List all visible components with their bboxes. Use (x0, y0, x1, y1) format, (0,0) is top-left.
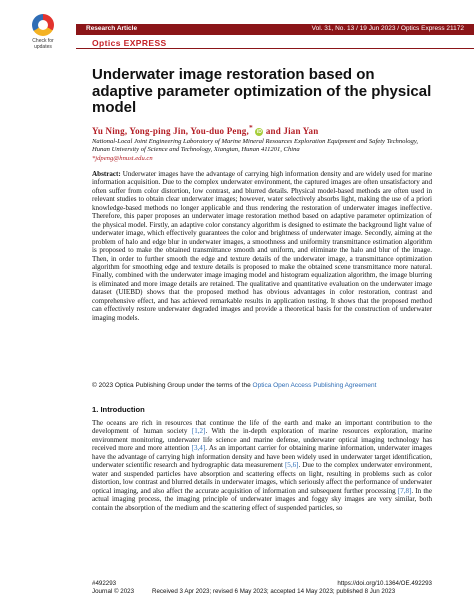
introduction-paragraph: The oceans are rich in resources that continue the life of the earth and make an important contribution to the development of human society [1,2]. With the in-depth exploration of marine resources exploration, marine environment monitoring, underwater life science and marine defense, underwater optical imaging technology has received more and more attention [3,4]. As an important carrier for obtaining marine information, underwater images have the advantage of carrying high information density and have been widely used in underwater target identification, underwater scientific research and hydrographic data measurement [5,6]. Due to the complex underwater environment, water and suspended particles have absorption and scattering effects on light, resulting in problems such as color distortion, low contrast and blurred details in underwater images, which seriously affect the performance of underwater optical imaging, and also affect the accurate acquisition of information and subsequent further processing [7,8]. In the actual imaging process, the imaging principle of underwater images and foggy sky images are very similar, both contain the absorption of the medium and the scattering effect of suspended particles, so (92, 419, 433, 512)
header-strip (76, 24, 474, 35)
crossmark-icon (32, 14, 54, 36)
article-type: Research Article (86, 25, 138, 32)
corresponding-email[interactable]: *jdpeng@hnust.edu.cn (92, 154, 153, 162)
affiliation: National-Local Joint Engineering Laboratory of Marine Mineral Resources Exploration Equipment and Safety Technology, Hunan University of Science and Technology, Xiangtan, Hunan 411201, China *jdpeng@hnust.edu.cn (92, 138, 432, 163)
doi-link[interactable]: https://doi.org/10.1364/OE.492293 (337, 580, 432, 587)
orcid-icon[interactable]: iD (256, 128, 263, 135)
citation-link[interactable]: [5,6] (284, 461, 299, 470)
citation-link[interactable]: [7,8] (397, 486, 412, 495)
journal-brand: Optics EXPRESS (92, 38, 167, 48)
abstract (92, 170, 432, 322)
paper-title: Underwater image restoration based on adaptive parameter optimization of the physical model (92, 66, 432, 116)
citation-link[interactable]: [1,2] (191, 427, 206, 436)
license-link[interactable]: Optica Open Access Publishing Agreement (252, 382, 377, 389)
article-id: #492293 (92, 580, 117, 587)
page-footer (92, 580, 432, 596)
copyright-notice: © 2023 Optica Publishing Group under the terms of the Optica Open Access Publishing Agreement (92, 382, 377, 389)
section-heading: 1. Introduction (92, 405, 145, 414)
volume-info: Vol. 31, No. 13 / 19 Jun 2023 / Optics Express 21172 (311, 25, 464, 32)
abstract-label: Abstract: (92, 170, 121, 178)
citation-link[interactable]: [3,4] (191, 444, 206, 453)
abstract-text: Underwater images have the advantage of carrying high information density and are widely used for marine information acquisition. Due to the complex underwater environment, the captured images are often unsatisfactory and often suffer from color distortion, low contrast, and blurred details. Physical model-based methods are often used in relevant studies to obtain clear underwater images; however, water selectively absorbs light, making the use of a priori knowledge-based methods no longer applicable and thus rendering the restoration of underwater images ineffective. Therefore, this paper proposes an underwater image restoration method based on adaptive parameter optimization of the physical model. Firstly, an adaptive color constancy algorithm is designed to estimate the background light value of underwater image, which effectively guarantees the color and brightness of underwater image. Secondly, aiming at the problem of halo and edge blur in underwater images, a smoothness and uniformity transmittance estimation algorithm is proposed to make the obtained transmittance smooth and uniform, and eliminate the halo and blur of the image. Then, in order to further smooth the edge and texture details of the underwater image, a transmittance optimization algorithm for smoothing edge and texture details is proposed to make the obtained scene transmittance more natural. Finally, combined with the underwater image imaging model and histogram equalization algorithm, the image blurring is eliminated and more image details are retained. The qualitative and quantitative evaluation on the underwater image dataset (UIEBD) shows that the proposed method has obvious advantages in color restoration, contrast and comprehensive effect, and has achieved remarkable results in application testing. It shows that the proposed method can effectively restore underwater degraded images and provide a theoretical basis for the construction of underwater imaging models. (92, 170, 432, 322)
publication-dates: Received 3 Apr 2023; revised 6 May 2023; accepted 14 May 2023; published 8 Jun 2023 (152, 588, 396, 595)
badge-label: Check for updates (32, 38, 54, 50)
check-for-updates-badge[interactable] (30, 14, 56, 58)
brand-divider (76, 48, 474, 49)
journal-year: Journal © 2023 (92, 588, 135, 595)
author-list: Yu Ning, Yong-ping Jin, You-duo Peng,* iD and Jian Yan (92, 123, 319, 136)
